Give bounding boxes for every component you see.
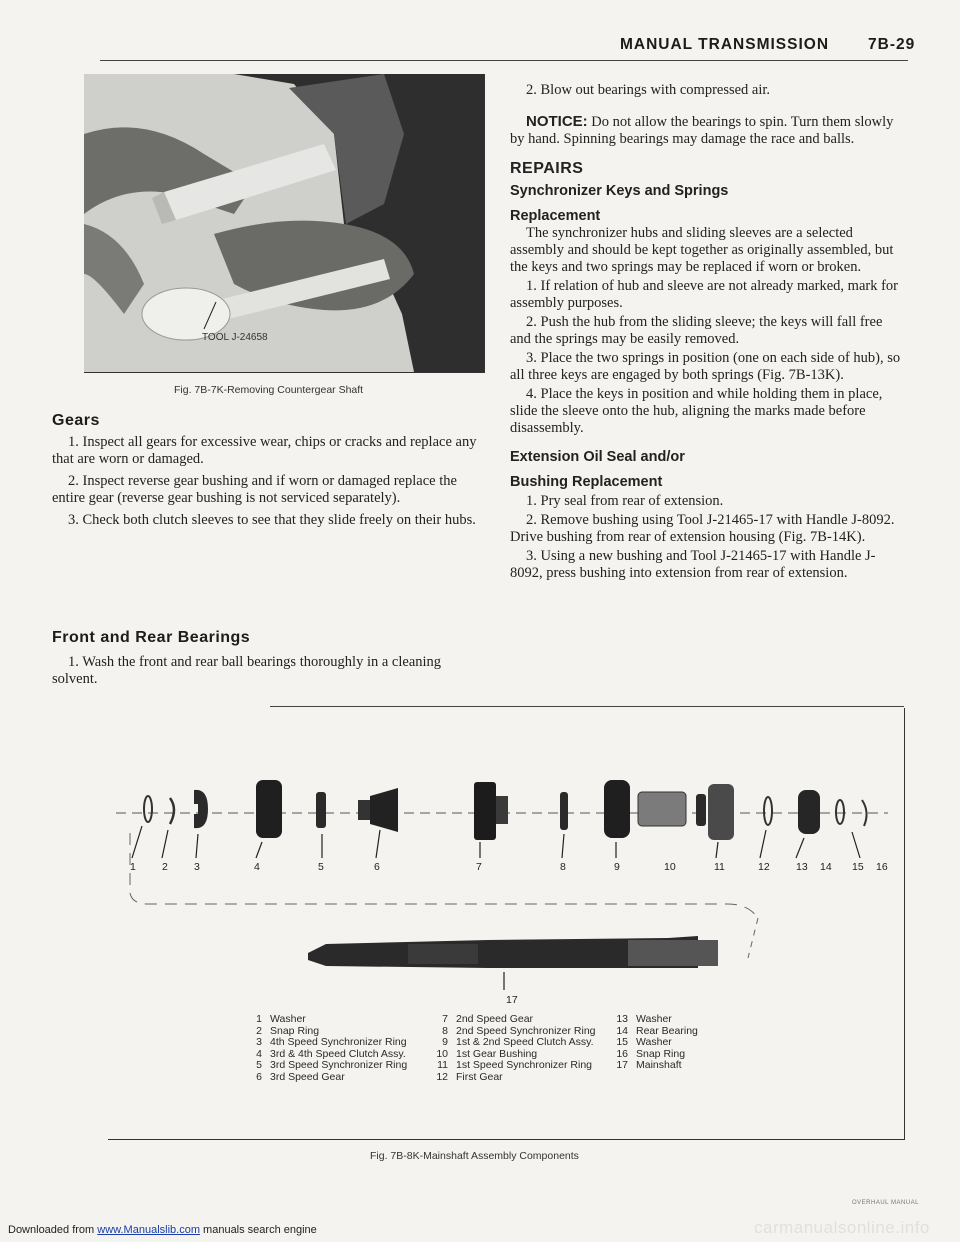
heading-repairs: REPAIRS	[510, 160, 584, 177]
footer-prefix: Downloaded from	[8, 1224, 95, 1236]
part-number-8: 8	[560, 861, 566, 873]
legend-item: 3 4th Speed Synchronizer Ring	[256, 1036, 407, 1049]
heading-sync-replacement: Replacement	[510, 208, 601, 224]
sync-step-2: 2. Push the hub from the sliding sleeve; the keys will fall free and the springs may be easily removed.	[510, 314, 883, 347]
legend-column-2	[434, 1014, 596, 1084]
part-snap-ring-16	[862, 800, 867, 826]
page-number: 7B-29	[868, 36, 916, 53]
part-number-7: 7	[476, 861, 482, 873]
part-number-16: 16	[876, 861, 888, 873]
part-rear-bearing-14	[798, 790, 820, 834]
legend-item: 1 Washer	[256, 1013, 306, 1025]
sync-intro: The synchronizer hubs and sliding sleeves are a selected assembly and should be kept together as originally assembled, but the keys and two springs may be replaced if worn or broken.	[510, 225, 894, 275]
running-header-title: MANUAL TRANSMISSION	[620, 36, 830, 53]
part-number-1: 1	[130, 861, 136, 873]
part-washer-1	[144, 796, 152, 822]
heading-extension-oil-seal: Extension Oil Seal and/or	[510, 449, 685, 465]
corner-mark: OVERHAUL MANUAL	[852, 1200, 919, 1206]
photo-illustration	[84, 74, 484, 372]
part-number-17: 17	[506, 994, 518, 1006]
legend-item: 4 3rd & 4th Speed Clutch Assy.	[256, 1047, 406, 1060]
gears-step-1: 1. Inspect all gears for excessive wear, chips or cracks and replace any that are worn or damaged.	[52, 434, 477, 467]
countergear-shaft-photo	[84, 74, 485, 373]
heading-sync-keys: Synchronizer Keys and Springs	[510, 183, 729, 199]
part-number-2: 2	[162, 861, 168, 873]
notice-label: NOTICE:	[526, 113, 588, 130]
tool-label: TOOL J-24658	[202, 332, 268, 343]
sync-step-3: 3. Place the two springs in position (one on each side of hub), so all three keys are engaged by both springs (Fig. 7B-13K).	[510, 350, 901, 383]
part-clutch-assy-9	[604, 780, 630, 838]
bearings-step-1: 1. Wash the front and rear ball bearings thoroughly in a cleaning solvent.	[52, 654, 442, 687]
part-number-9: 9	[614, 861, 620, 873]
legend-item: 6 3rd Speed Gear	[256, 1070, 345, 1083]
part-first-gear-12	[708, 784, 734, 840]
sync-step-4: 4. Place the keys in position and while holding them in place, slide the sleeve onto the hub, aligning the marks made before disassembly.	[510, 386, 883, 436]
part-gear-7	[474, 782, 496, 840]
part-clutch-assy-4	[256, 780, 282, 838]
part-sync-ring-11	[696, 794, 706, 826]
manualslib-link[interactable]: www.Manualslib.com	[97, 1224, 200, 1236]
legend-item: 15 Washer	[616, 1036, 672, 1049]
part-sync-ring-3	[194, 790, 208, 828]
bearings-step-1-block	[52, 654, 482, 688]
heading-front-rear-bearings: Front and Rear Bearings	[52, 629, 251, 646]
header-rule	[100, 60, 908, 61]
ext-step-2: 2. Remove bushing using Tool J-21465-17 with Handle J-8092. Drive bushing from rear of extension housing (Fig. 7B-14K).	[510, 512, 895, 545]
part-number-11: 11	[714, 861, 725, 873]
legend-item: 10 1st Gear Bushing	[436, 1047, 538, 1060]
mainshaft-diagram	[108, 708, 905, 1140]
part-washer-13	[764, 797, 772, 825]
part-sync-ring-8	[560, 792, 568, 830]
notice-text: Do not allow the bearings to spin. Turn them slowly by hand. Spinning bearings may damage the race and balls.	[510, 114, 894, 147]
diagram-top-rule	[270, 706, 904, 707]
ext-step-1: 1. Pry seal from rear of extension.	[526, 493, 724, 509]
part-snap-ring-2	[170, 798, 174, 824]
legend-item: 2 Snap Ring	[256, 1024, 320, 1037]
heading-gears: Gears	[52, 412, 100, 429]
figure-caption-mainshaft: Fig. 7B-8K-Mainshaft Assembly Components	[370, 1150, 579, 1162]
legend-column-3	[614, 1014, 698, 1072]
legend-item: 5 3rd Speed Synchronizer Ring	[256, 1059, 408, 1072]
legend-item: 12 First Gear	[436, 1070, 503, 1083]
footer-suffix: manuals search engine	[203, 1224, 317, 1236]
part-number-12: 12	[758, 861, 770, 873]
figure-caption-countergear: Fig. 7B-7K-Removing Countergear Shaft	[174, 384, 364, 396]
gears-step-3: 3. Check both clutch sleeves to see that they slide freely on their hubs.	[68, 512, 476, 528]
bearings-step-2: 2. Blow out bearings with compressed air.	[526, 82, 771, 98]
legend-column-1	[248, 1014, 407, 1084]
right-column	[510, 82, 906, 582]
part-washer-15	[836, 800, 844, 824]
ext-step-3: 3. Using a new bushing and Tool J-21465-17 with Handle J-8092, press bushing into extension from rear of extension.	[510, 548, 876, 581]
legend-item: 7 2nd Speed Gear	[442, 1013, 534, 1025]
notice-paragraph	[510, 113, 906, 148]
part-number-6: 6	[374, 861, 380, 873]
part-number-13: 13	[796, 861, 808, 873]
legend-item: 17 Mainshaft	[616, 1059, 682, 1072]
part-number-15: 15	[852, 861, 864, 873]
legend-item: 16 Snap Ring	[616, 1047, 686, 1060]
legend-item: 11 1st Speed Synchronizer Ring	[437, 1059, 592, 1072]
part-number-10: 10	[664, 861, 676, 873]
part-gear-6	[370, 788, 398, 832]
gears-steps	[52, 434, 482, 529]
legend-item: 9 1st & 2nd Speed Clutch Assy.	[442, 1036, 594, 1049]
part-number-14: 14	[820, 861, 832, 873]
legend-item: 8 2nd Speed Synchronizer Ring	[442, 1024, 596, 1037]
heading-bushing-replacement: Bushing Replacement	[510, 474, 663, 490]
legend-item: 14 Rear Bearing	[616, 1024, 698, 1037]
part-number-3: 3	[194, 861, 200, 873]
footer-source	[8, 1224, 317, 1236]
part-bushing-10	[638, 792, 686, 826]
exploded-view-illustration	[108, 708, 904, 1008]
sync-step-1: 1. If relation of hub and sleeve are not already marked, mark for assembly purposes.	[510, 278, 899, 311]
part-number-4: 4	[254, 861, 260, 873]
part-sync-ring-5	[316, 792, 326, 828]
part-number-5: 5	[318, 861, 324, 873]
gears-step-2: 2. Inspect reverse gear bushing and if worn or damaged replace the entire gear (reverse gear bushing is not serviced separately).	[52, 473, 457, 506]
legend-item: 13 Washer	[616, 1013, 672, 1025]
part-number-row	[116, 861, 896, 881]
watermark: carmanualsonline.info	[754, 1218, 930, 1237]
